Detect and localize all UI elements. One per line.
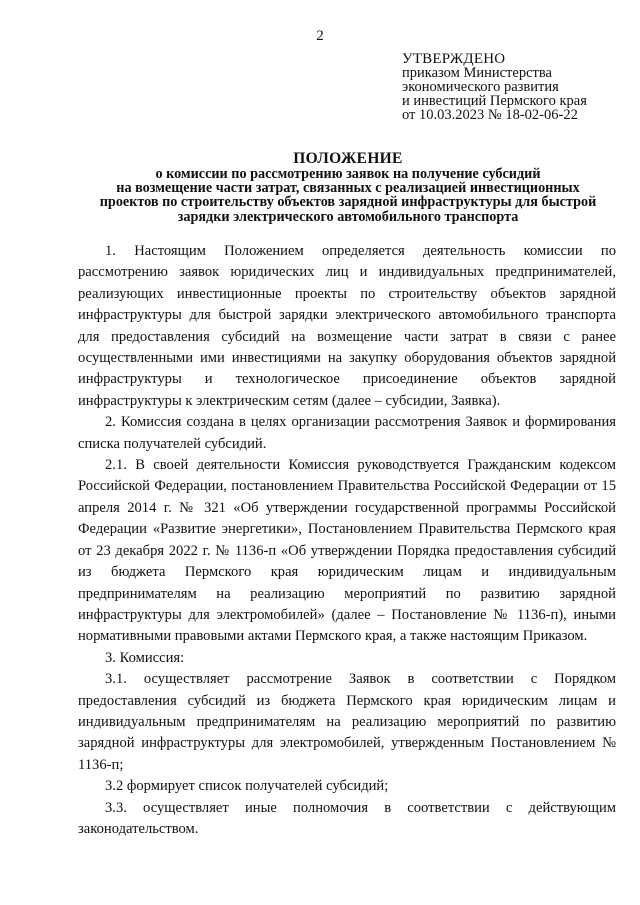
approval-stamp (402, 52, 587, 122)
document-body (78, 241, 616, 840)
title-line: зарядки электрического автомобильного транспорта (177, 208, 519, 225)
page-number: 2 (316, 28, 324, 44)
paragraph-3-2: 3.2 формирует список получателей субсидий; (105, 778, 389, 795)
title-line: проектов по строительству объектов зарядной инфраструктуры для быстрой (99, 194, 597, 211)
paragraph-3-3: 3.3. осуществляет иные полномочия в соответствии с действующим законодательством. (78, 799, 616, 837)
document-title (78, 150, 618, 224)
title-line: о комиссии по рассмотрению заявок на получение субсидий (155, 166, 541, 182)
approval-line: экономического развития (402, 79, 559, 95)
paragraph-2: 2. Комиссия создана в целях организации рассмотрения Заявок и формирования списка получателей субсидий. (78, 414, 616, 452)
title-main: ПОЛОЖЕНИЕ (293, 150, 403, 167)
paragraph-3: 3. Комиссия: (105, 649, 185, 666)
approval-line: приказом Министерства (402, 65, 552, 81)
paragraph-1: 1. Настоящим Положением определяется деятельность комиссии по рассмотрению заявок юридических лиц и индивидуальных предпринимателей, реализующих инвестиционные проекты по строительству объектов зарядной инфраструктуры для быстрой зарядки электрического автомобильного транспорта для предоставления субсидий на возмещение части затрат в связи с ранее осуществленными ими инвестициями на закупку оборудования объектов зарядной инфраструктуры и технологическое присоединение объектов зарядной инфраструктуры к электрическим сетям (далее – субсидии, Заявка). (78, 243, 616, 409)
approval-line: и инвестиций Пермского края (402, 93, 587, 109)
paragraph-3-1: 3.1. осуществляет рассмотрение Заявок в соответствии с Порядком предоставления субсидий из бюджета Пермского края юридическим лицам и индивидуальным предпринимателям на реализацию мероприятий по развитию зарядной инфраструктуры для электромобилей, утвержденным Постановлением № 1136-п; (78, 671, 616, 773)
approval-date-number: от 10.03.2023 № 18-02-06-22 (402, 107, 578, 123)
title-line: на возмещение части затрат, связанных с реализацией инвестиционных (116, 180, 580, 197)
paragraph-2-1: 2.1. В своей деятельности Комиссия руководствуется Гражданским кодексом Российской Федерации, постановлением Правительства Российской Федерации от 15 апреля 2014 г. № 321 «Об утверждении государственной программы Российской Федерации «Развитие энергетики», Постановлением Правительства Пермского края от 23 декабря 2022 г. № 1136-п «Об утверждении Порядка предоставления субсидий из бюджета Пермского края юридическим лицам и индивидуальным предпринимателям на реализацию мероприятий по развитию зарядной инфраструктуры для электромобилей» (далее – Постановление № 1136-п), иными нормативными правовыми актами Пермского края, а также настоящим Приказом. (78, 457, 616, 645)
approval-heading: УТВЕРЖДЕНО (402, 51, 506, 67)
